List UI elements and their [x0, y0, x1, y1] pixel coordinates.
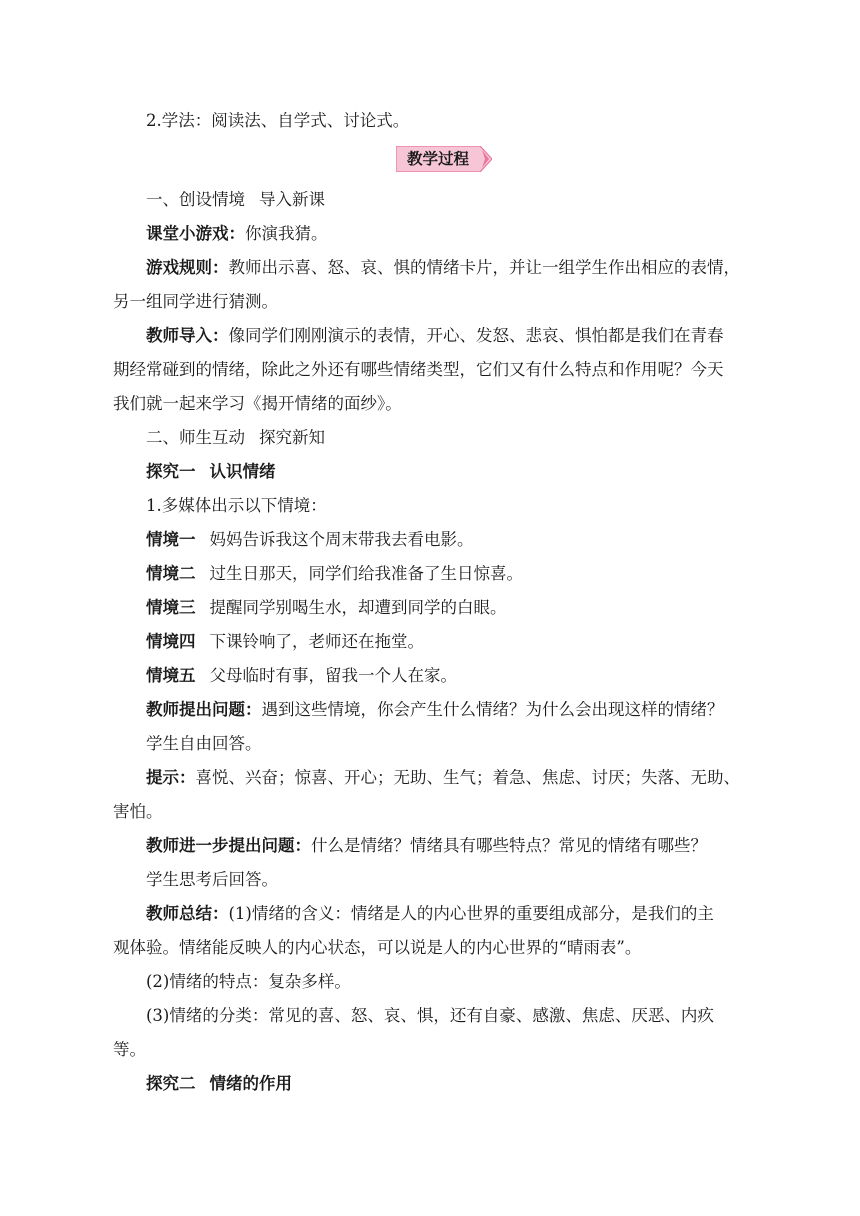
game-label: 课堂小游戏：	[146, 224, 245, 243]
rules-line-2: 另一组同学进行猜测。	[113, 292, 278, 311]
hint-line-1: 提示：喜悦、兴奋；惊喜、开心；无助、生气；着急、焦虑、讨厌；失落、无助、	[146, 768, 740, 787]
study-methods: 2.学法：阅读法、自学式、讨论式。	[146, 111, 410, 130]
question1-label: 教师提出问题：	[146, 700, 262, 719]
intro-label: 教师导入：	[146, 326, 229, 345]
summary-point-3-cont: 等。	[113, 1040, 146, 1059]
game-line: 课堂小游戏：你演我猜。	[146, 224, 328, 243]
answer1-line: 学生自由回答。	[146, 734, 262, 753]
explore2-heading: 探究二 情绪的作用	[146, 1074, 292, 1093]
summary-label: 教师总结：	[146, 904, 229, 923]
summary-line-2: 观体验。情绪能反映人的内心状态，可以说是人的内心世界的“晴雨表”。	[113, 938, 642, 957]
hint-line-2: 害怕。	[113, 802, 163, 821]
summary-point-3: (3)情绪的分类：常见的喜、怒、哀、惧，还有自豪、感激、焦虑、厌恶、内疚	[146, 1006, 714, 1025]
part1-heading: 一、创设情境 导入新课	[146, 190, 325, 209]
summary-point-2: (2)情绪的特点：复杂多样。	[146, 972, 351, 991]
scenario-item: 情境一 妈妈告诉我这个周末带我去看电影。	[146, 530, 474, 549]
question2-label: 教师进一步提出问题：	[146, 836, 311, 855]
intro-line-3: 我们就一起来学习《揭开情绪的面纱》。	[113, 394, 402, 413]
question1-line: 教师提出问题：遇到这些情境，你会产生什么情绪？为什么会出现这样的情绪？	[146, 700, 724, 719]
rules-label: 游戏规则：	[146, 258, 229, 277]
banner-title: 教学过程	[406, 150, 469, 168]
multimedia-line: 1.多媒体出示以下情境：	[146, 496, 327, 515]
summary-line-1: 教师总结：(1)情绪的含义：情绪是人的内心世界的重要组成部分，是我们的主	[146, 904, 714, 923]
explore1-heading: 探究一 认识情绪	[146, 462, 276, 481]
answer2-line: 学生思考后回答。	[146, 870, 278, 889]
part2-heading: 二、师生互动 探究新知	[146, 428, 325, 447]
scenario-item: 情境五 父母临时有事，留我一个人在家。	[146, 666, 457, 685]
rules-line-1: 游戏规则：教师出示喜、怒、哀、惧的情绪卡片，并让一组学生作出相应的表情，	[146, 258, 740, 277]
hint-label: 提示：	[146, 768, 196, 787]
section-banner	[396, 146, 492, 172]
intro-line-1: 教师导入：像同学们刚刚演示的表情，开心、发怒、悲哀、惧怕都是我们在青春	[146, 326, 724, 345]
scenario-item: 情境三 提醒同学别喝生水，却遭到同学的白眼。	[146, 598, 507, 617]
scenario-item: 情境四 下课铃响了，老师还在拖堂。	[146, 632, 424, 651]
intro-line-2: 期经常碰到的情绪，除此之外还有哪些情绪类型，它们又有什么特点和作用呢？今天	[113, 360, 724, 379]
scenario-item: 情境二 过生日那天，同学们给我准备了生日惊喜。	[146, 564, 523, 583]
question2-line: 教师进一步提出问题：什么是情绪？情绪具有哪些特点？常见的情绪有哪些？	[146, 836, 707, 855]
